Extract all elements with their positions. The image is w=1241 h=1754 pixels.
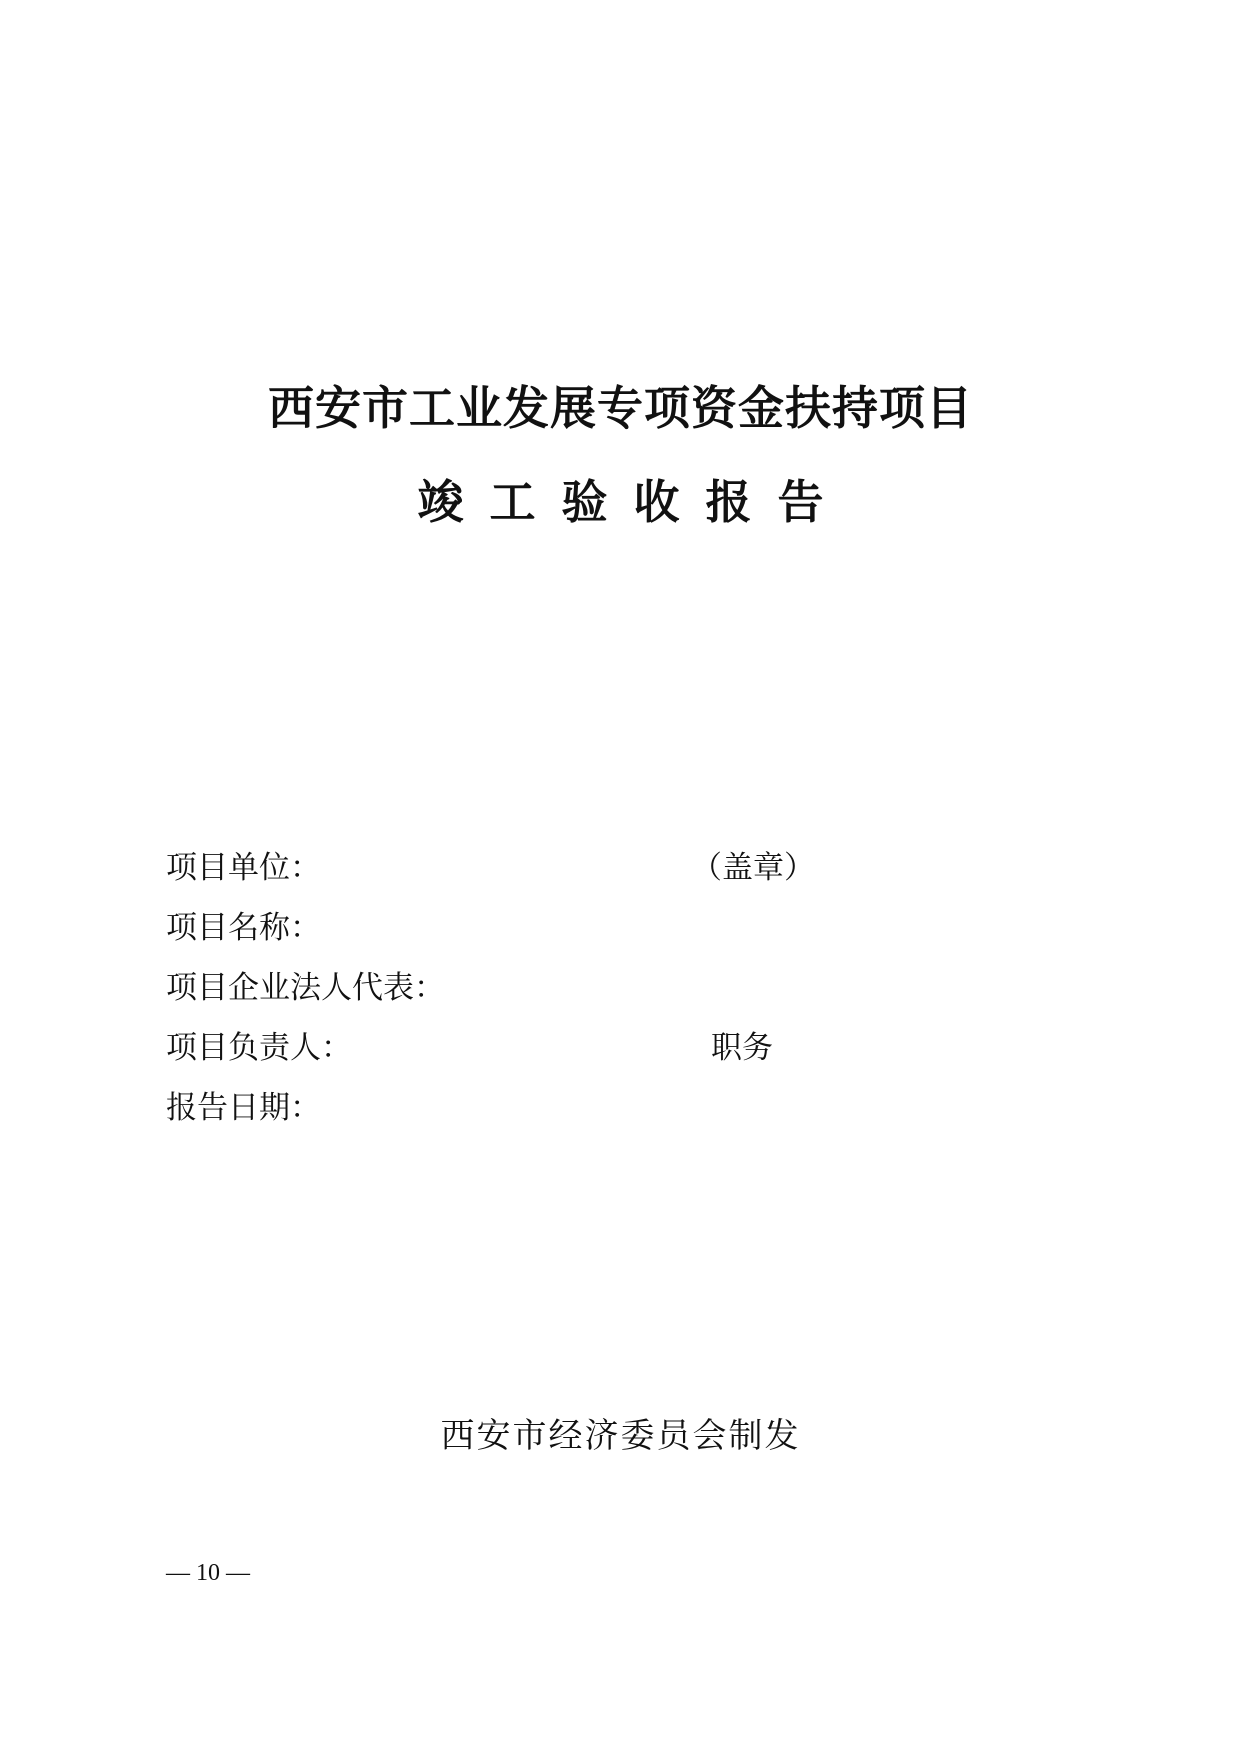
document-title: 西安市工业发展专项资金扶持项目 [268, 381, 973, 435]
page-number: — 10 — [166, 1560, 250, 1586]
field-report-date [166, 1078, 1066, 1138]
field-label: 项目企业法人代表： [166, 970, 445, 1006]
field-label: 项目名称： [166, 910, 321, 946]
issuer-line: 西安市经济委员会制发 [440, 1416, 801, 1456]
field-label: 项目负责人： [166, 1030, 352, 1066]
field-project-manager [166, 1018, 1066, 1078]
field-label: 报告日期： [166, 1090, 321, 1126]
field-label: 项目单位： [166, 850, 321, 886]
field-project-name [166, 898, 1066, 958]
position-label: 职务 [711, 1030, 773, 1066]
form-fields [166, 838, 1066, 1138]
seal-note: （盖章） [691, 850, 815, 886]
document-subtitle: 竣工验收报告 [417, 475, 850, 529]
field-project-unit [166, 838, 1066, 898]
field-legal-representative [166, 958, 1066, 1018]
